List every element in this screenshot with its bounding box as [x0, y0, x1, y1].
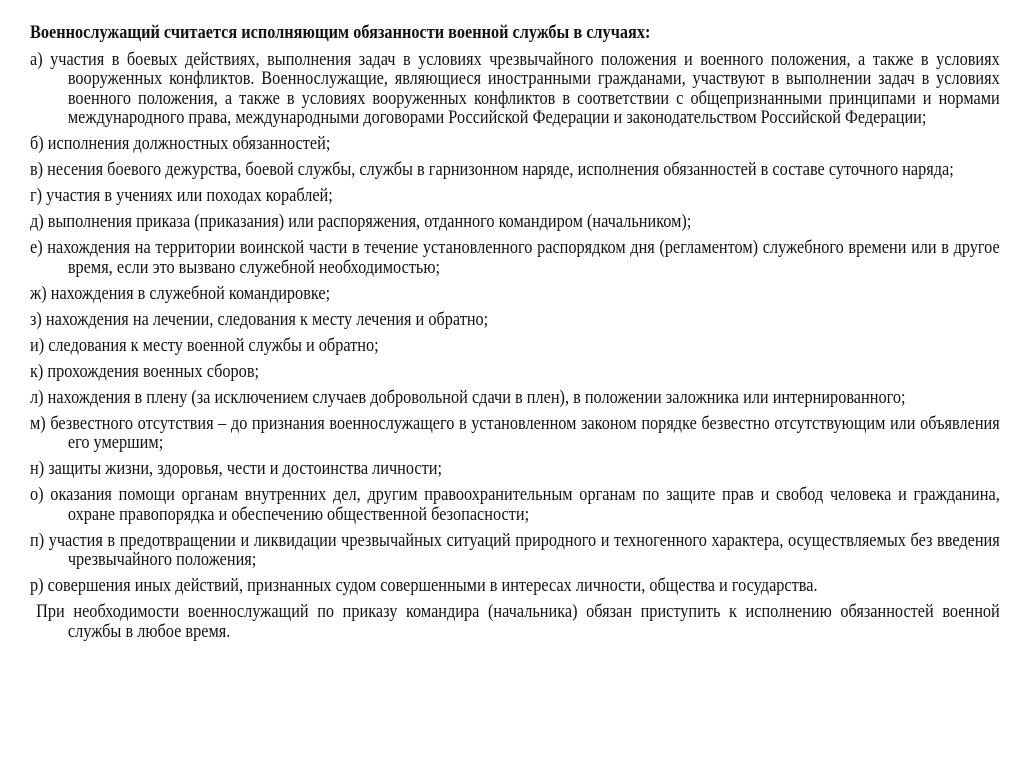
closing-paragraph: При необходимости военнослужащий по приказу командира (начальника) обязан приступить к исполнению обязанностей военной службы в любое время.	[36, 602, 1000, 642]
case-list	[30, 51, 1000, 597]
document-title: Военнослужащий считается исполняющим обязанности военной службы в случаях:	[30, 23, 651, 43]
list-item: е) нахождения на территории воинской части в течение установленного распорядком дня (регламентом) служебного времени или в другое время, если это вызвано служебной необходимостью;	[30, 238, 1000, 278]
list-item: к) прохождения военных сборов;	[30, 361, 260, 382]
list-item: з) нахождения на лечении, следования к месту лечения и обратно;	[30, 309, 489, 330]
list-item: ж) нахождения в служебной командировке;	[30, 283, 331, 304]
list-item: л) нахождения в плену (за исключением случаев добровольной сдачи в плен), в положении заложника или интернированного;	[30, 387, 906, 408]
list-item: б) исполнения должностных обязанностей;	[30, 134, 331, 154]
list-item: в) несения боевого дежурства, боевой службы, службы в гарнизонном наряде, исполнения обязанностей в составе суточного наряда;	[30, 160, 954, 180]
list-item: а) участия в боевых действиях, выполнения задач в условиях чрезвычайного положения и военного положения, а также в условиях вооруженных конфликтов. Военнослужащие, являющиеся иностранными гражданами, участвуют в выполнении задач в условиях военного положения, а также в условиях вооруженных конфликтов в соответствии с общепризнанными принципами и нормами международного права, международными договорами Российской Федерации и законодательством Российской Федерации;	[30, 49, 1000, 128]
list-item: и) следования к месту военной службы и обратно;	[30, 335, 379, 356]
document	[30, 24, 1000, 642]
list-item: о) оказания помощи органам внутренних дел, другим правоохранительным органам по защите прав и свобод человека и гражданина, охране правопорядка и обеспечению общественной безопасности;	[30, 485, 1000, 525]
list-item: п) участия в предотвращении и ликвидации чрезвычайных ситуаций природного и техногенного характера, осуществляемых без введения чрезвычайного положения;	[30, 530, 1000, 570]
list-item: н) защиты жизни, здоровья, чести и достоинства личности;	[30, 459, 442, 479]
list-item: д) выполнения приказа (приказания) или распоряжения, отданного командиром (начальником);	[30, 212, 692, 232]
list-item: м) безвестного отсутствия – до признания военнослужащего в установленном законом порядке безвестно отсутствующим или объявления его умершим;	[30, 413, 1000, 453]
list-item: г) участия в учениях или походах кораблей;	[30, 186, 333, 206]
list-item: р) совершения иных действий, признанных судом совершенными в интересах личности, общества и государства.	[30, 576, 818, 596]
